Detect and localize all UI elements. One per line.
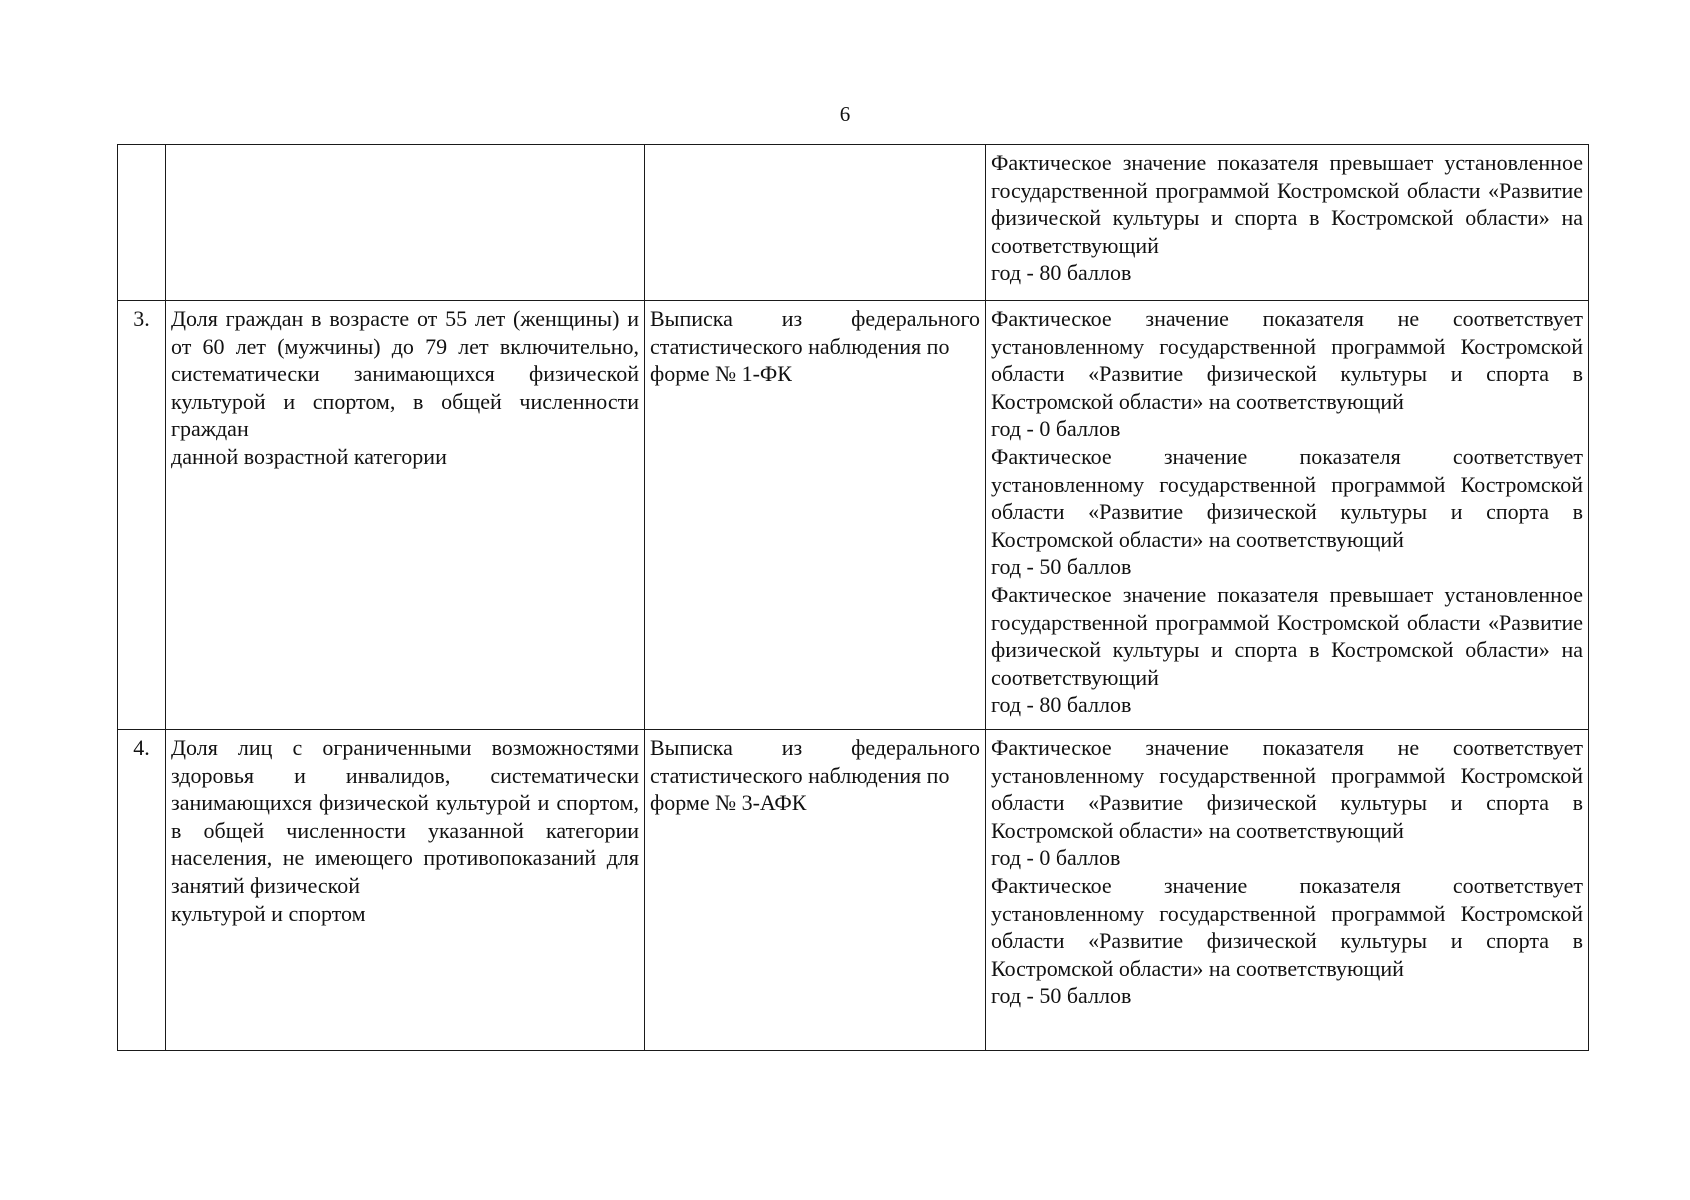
indicator-text: Доля лиц с ограниченными возможностями здоровья и инвалидов, систематически занимающихся физической культурой и спортом, в общей численности указанной категории населения, не имеющего противопоказаний для занятий физической <box>171 735 639 898</box>
indicator-cell <box>166 145 645 301</box>
criterion-score: год - 0 баллов <box>991 416 1121 442</box>
criterion-text <box>991 734 1583 872</box>
row-number-cell: 4. <box>118 730 166 1051</box>
criterion-lead: Фактическое значение показателя не соответствует установленному государственной программой Костромской области «Развитие физической культуры и спорта в Костромской области» на соответствующий <box>991 306 1583 414</box>
criteria-cell <box>986 301 1589 730</box>
criterion-text <box>991 872 1583 1010</box>
source-text: Выписка из федерального статистического наблюдения по <box>650 306 980 359</box>
source-cell <box>645 730 986 1051</box>
criterion-score: год - 80 баллов <box>991 260 1132 286</box>
criterion-score: год - 0 баллов <box>991 845 1121 871</box>
criterion-lead: Фактическое значение показателя превышает установленное государственной программой Костромской области «Развитие физической культуры и спорта в Костромской области» на соответствующий <box>991 581 1583 690</box>
criterion-text <box>991 305 1583 443</box>
criterion-lead: Фактическое значение показателя соответствует установленному государственной программой Костромской области «Развитие физической культуры и спорта в Костромской области» на соответствующий <box>991 443 1583 552</box>
criteria-cell <box>986 145 1589 301</box>
indicator-text-tail: данной возрастной категории <box>171 443 447 469</box>
criteria-table <box>117 144 1589 1051</box>
table-row <box>118 145 1589 301</box>
page-number: 6 <box>839 102 851 126</box>
criterion-text <box>991 581 1583 719</box>
indicator-text-tail: культурой и спортом <box>171 900 366 926</box>
criterion-text <box>991 443 1583 581</box>
source-text-tail: форме № 3-АФК <box>650 790 807 816</box>
source-cell <box>645 301 986 730</box>
source-text-tail: форме № 1-ФК <box>650 361 792 387</box>
criterion-score: год - 50 баллов <box>991 983 1132 1009</box>
row-number-cell <box>118 145 166 301</box>
criterion-text <box>991 149 1583 287</box>
indicator-text: Доля граждан в возрасте от 55 лет (женщины) и от 60 лет (мужчины) до 79 лет включительно, систематически занимающихся физической культурой и спортом, в общей численности граждан <box>171 306 639 442</box>
table-row <box>118 301 1589 730</box>
indicator-cell <box>166 730 645 1051</box>
criterion-lead: Фактическое значение показателя соответствует установленному государственной программой Костромской области «Развитие физической культуры и спорта в Костромской области» на соответствующий <box>991 872 1583 981</box>
criterion-lead: Фактическое значение показателя не соответствует установленному государственной программой Костромской области «Развитие физической культуры и спорта в Костромской области» на соответствующий <box>991 735 1583 843</box>
source-cell <box>645 145 986 301</box>
row-number-cell: 3. <box>118 301 166 730</box>
criteria-cell <box>986 730 1589 1051</box>
criterion-score: год - 80 баллов <box>991 692 1132 718</box>
criterion-lead: Фактическое значение показателя превышает установленное государственной программой Костромской области «Развитие физической культуры и спорта в Костромской области» на соответствующий <box>991 150 1583 258</box>
source-text: Выписка из федерального статистического наблюдения по <box>650 735 980 788</box>
table-row <box>118 730 1589 1051</box>
indicator-cell <box>166 301 645 730</box>
criterion-score: год - 50 баллов <box>991 554 1132 580</box>
